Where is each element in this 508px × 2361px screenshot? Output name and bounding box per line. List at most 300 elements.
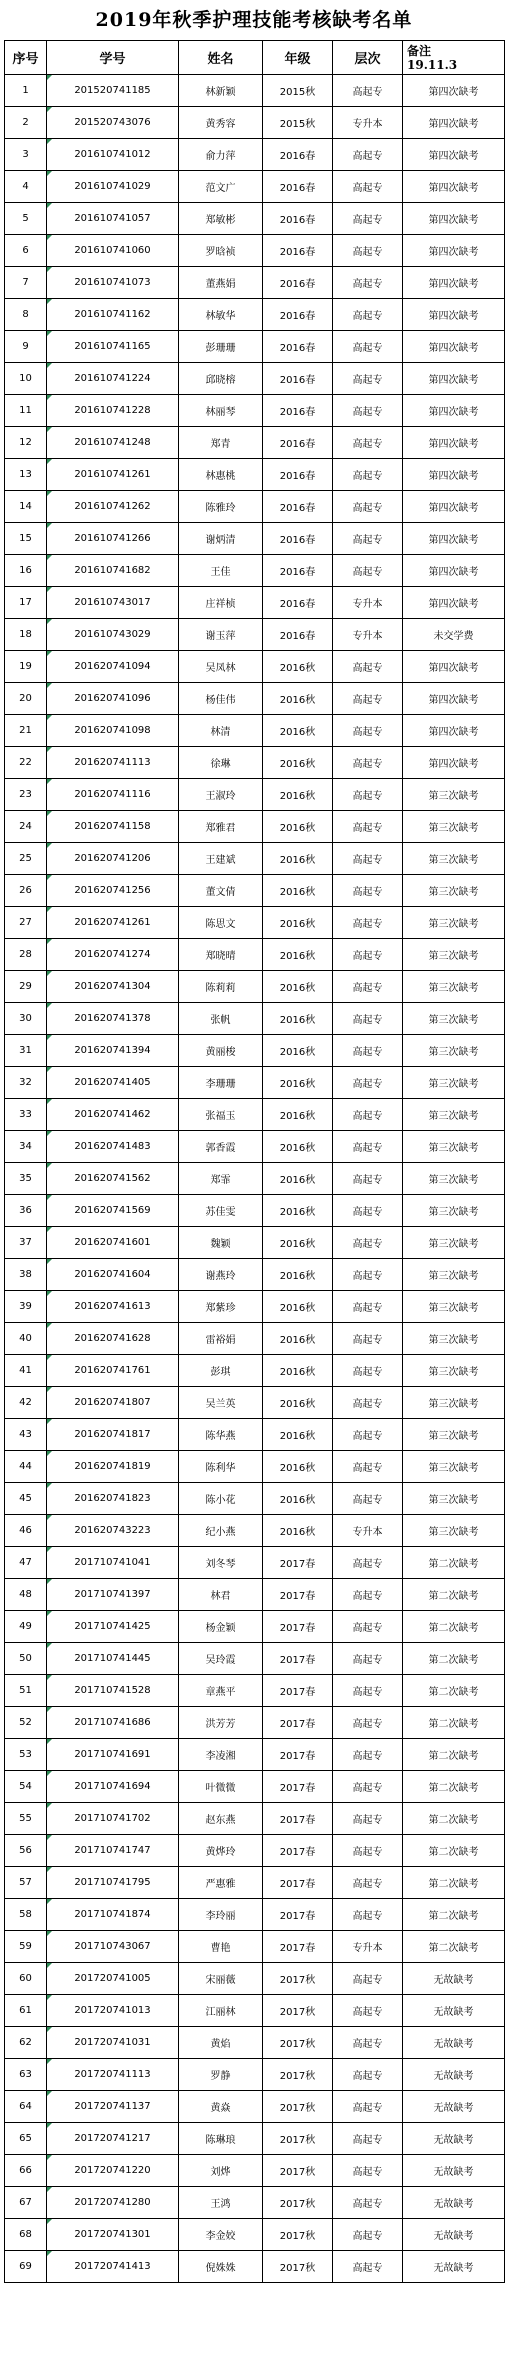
table-row: [5, 1515, 505, 1547]
row-number: 56: [5, 1835, 47, 1867]
table-row: [5, 75, 505, 107]
student-id: 201610741012: [47, 139, 179, 171]
row-number: 36: [5, 1195, 47, 1227]
header-note-date: 19.11.3: [407, 57, 458, 72]
row-number: 51: [5, 1675, 47, 1707]
student-id: 201710741747: [47, 1835, 179, 1867]
level: 专升本: [333, 587, 403, 619]
table-row: [5, 1355, 505, 1387]
remark: 第四次缺考: [403, 715, 505, 747]
grade: 2016秋: [263, 1003, 333, 1035]
remark: 无故缺考: [403, 2123, 505, 2155]
row-number: 4: [5, 171, 47, 203]
table-row: [5, 2219, 505, 2251]
remark: 未交学费: [403, 619, 505, 651]
student-name: 李玲丽: [179, 1899, 263, 1931]
grade: 2016秋: [263, 1483, 333, 1515]
table-row: [5, 1035, 505, 1067]
student-name: 倪姝姝: [179, 2251, 263, 2283]
grade: 2015秋: [263, 75, 333, 107]
level: 高起专: [333, 971, 403, 1003]
level: 高起专: [333, 779, 403, 811]
student-name: 吴凤林: [179, 651, 263, 683]
level: 高起专: [333, 2187, 403, 2219]
row-number: 65: [5, 2123, 47, 2155]
level: 高起专: [333, 2219, 403, 2251]
remark: 无故缺考: [403, 2251, 505, 2283]
student-name: 黄烨玲: [179, 1835, 263, 1867]
table-row: [5, 2187, 505, 2219]
row-number: 16: [5, 555, 47, 587]
remark: 第三次缺考: [403, 843, 505, 875]
grade: 2016秋: [263, 1035, 333, 1067]
student-name: 章燕平: [179, 1675, 263, 1707]
grade: 2017秋: [263, 2059, 333, 2091]
row-number: 23: [5, 779, 47, 811]
remark: 无故缺考: [403, 1995, 505, 2027]
grade: 2016秋: [263, 1419, 333, 1451]
student-name: 陈华燕: [179, 1419, 263, 1451]
row-number: 39: [5, 1291, 47, 1323]
level: 高起专: [333, 427, 403, 459]
student-id: 201620741094: [47, 651, 179, 683]
remark: 第三次缺考: [403, 1227, 505, 1259]
student-name: 王佳: [179, 555, 263, 587]
row-number: 66: [5, 2155, 47, 2187]
row-number: 54: [5, 1771, 47, 1803]
remark: 第四次缺考: [403, 203, 505, 235]
student-name: 俞力萍: [179, 139, 263, 171]
student-name: 林敏华: [179, 299, 263, 331]
row-number: 46: [5, 1515, 47, 1547]
remark: 第四次缺考: [403, 555, 505, 587]
student-id: 201610743029: [47, 619, 179, 651]
level: 高起专: [333, 1131, 403, 1163]
level: 高起专: [333, 1867, 403, 1899]
student-id: 201620741304: [47, 971, 179, 1003]
student-name: 苏佳雯: [179, 1195, 263, 1227]
remark: 第三次缺考: [403, 1067, 505, 1099]
level: 高起专: [333, 1227, 403, 1259]
table-row: [5, 107, 505, 139]
student-name: 徐琳: [179, 747, 263, 779]
student-id: 201610743017: [47, 587, 179, 619]
table-row: [5, 1867, 505, 1899]
row-number: 43: [5, 1419, 47, 1451]
table-row: [5, 331, 505, 363]
remark: 第四次缺考: [403, 587, 505, 619]
level: 高起专: [333, 203, 403, 235]
table-row: [5, 2059, 505, 2091]
grade: 2016秋: [263, 1387, 333, 1419]
row-number: 64: [5, 2091, 47, 2123]
row-number: 2: [5, 107, 47, 139]
student-name: 江丽林: [179, 1995, 263, 2027]
table-row: [5, 2123, 505, 2155]
student-id: 201620741562: [47, 1163, 179, 1195]
row-number: 55: [5, 1803, 47, 1835]
row-number: 10: [5, 363, 47, 395]
table-row: [5, 2027, 505, 2059]
row-number: 59: [5, 1931, 47, 1963]
row-number: 47: [5, 1547, 47, 1579]
remark: 第四次缺考: [403, 331, 505, 363]
level: 高起专: [333, 907, 403, 939]
student-name: 谢燕玲: [179, 1259, 263, 1291]
grade: 2016春: [263, 587, 333, 619]
student-name: 林惠桃: [179, 459, 263, 491]
remark: 第四次缺考: [403, 299, 505, 331]
level: 高起专: [333, 363, 403, 395]
table-row: [5, 1963, 505, 1995]
table-row: [5, 459, 505, 491]
level: 高起专: [333, 843, 403, 875]
level: 高起专: [333, 1803, 403, 1835]
level: 高起专: [333, 715, 403, 747]
grade: 2017春: [263, 1899, 333, 1931]
absence-table: [4, 40, 505, 2283]
student-name: 林清: [179, 715, 263, 747]
student-name: 杨金颖: [179, 1611, 263, 1643]
student-name: 李金姣: [179, 2219, 263, 2251]
table-row: [5, 683, 505, 715]
remark: 第二次缺考: [403, 1931, 505, 1963]
level: 高起专: [333, 1003, 403, 1035]
table-row: [5, 875, 505, 907]
student-id: 201710741397: [47, 1579, 179, 1611]
row-number: 38: [5, 1259, 47, 1291]
grade: 2016春: [263, 427, 333, 459]
student-name: 李珊珊: [179, 1067, 263, 1099]
student-name: 王鸿: [179, 2187, 263, 2219]
student-name: 吴兰英: [179, 1387, 263, 1419]
student-name: 庄祥桢: [179, 587, 263, 619]
grade: 2017秋: [263, 2123, 333, 2155]
remark: 无故缺考: [403, 2155, 505, 2187]
level: 高起专: [333, 1579, 403, 1611]
row-number: 30: [5, 1003, 47, 1035]
level: 高起专: [333, 875, 403, 907]
remark: 第三次缺考: [403, 1195, 505, 1227]
table-row: [5, 395, 505, 427]
row-number: 18: [5, 619, 47, 651]
remark: 第二次缺考: [403, 1867, 505, 1899]
table-row: [5, 1835, 505, 1867]
remark: 无故缺考: [403, 2027, 505, 2059]
level: 高起专: [333, 395, 403, 427]
row-number: 13: [5, 459, 47, 491]
remark: 无故缺考: [403, 2187, 505, 2219]
remark: 无故缺考: [403, 1963, 505, 1995]
header-name: 姓名: [179, 41, 263, 75]
grade: 2016秋: [263, 875, 333, 907]
level: 高起专: [333, 1547, 403, 1579]
student-name: 张帆: [179, 1003, 263, 1035]
student-name: 郑晓晴: [179, 939, 263, 971]
grade: 2016春: [263, 619, 333, 651]
table-row: [5, 235, 505, 267]
grade: 2017秋: [263, 1963, 333, 1995]
student-name: 林新颖: [179, 75, 263, 107]
student-id: 201710743067: [47, 1931, 179, 1963]
level: 高起专: [333, 1099, 403, 1131]
row-number: 3: [5, 139, 47, 171]
student-id: 201610741162: [47, 299, 179, 331]
student-name: 罗静: [179, 2059, 263, 2091]
remark: 第二次缺考: [403, 1611, 505, 1643]
table-row: [5, 1227, 505, 1259]
student-name: 吴玲霞: [179, 1643, 263, 1675]
student-id: 201620741113: [47, 747, 179, 779]
student-name: 彭琪: [179, 1355, 263, 1387]
grade: 2017秋: [263, 1995, 333, 2027]
student-name: 魏颖: [179, 1227, 263, 1259]
remark: 第三次缺考: [403, 1003, 505, 1035]
remark: 第四次缺考: [403, 651, 505, 683]
table-row: [5, 715, 505, 747]
grade: 2017春: [263, 1835, 333, 1867]
row-number: 31: [5, 1035, 47, 1067]
remark: 第二次缺考: [403, 1707, 505, 1739]
remark: 第三次缺考: [403, 907, 505, 939]
student-id: 201620743223: [47, 1515, 179, 1547]
remark: 第二次缺考: [403, 1835, 505, 1867]
table-row: [5, 523, 505, 555]
student-id: 201620741761: [47, 1355, 179, 1387]
grade: 2017春: [263, 1579, 333, 1611]
table-body: [5, 75, 505, 2283]
table-row: [5, 299, 505, 331]
table-row: [5, 1675, 505, 1707]
student-name: 谢炳清: [179, 523, 263, 555]
table-row: [5, 651, 505, 683]
level: 高起专: [333, 2091, 403, 2123]
grade: 2016秋: [263, 1099, 333, 1131]
grade: 2016春: [263, 459, 333, 491]
level: 高起专: [333, 1291, 403, 1323]
level: 高起专: [333, 1355, 403, 1387]
remark: 第四次缺考: [403, 267, 505, 299]
remark: 无故缺考: [403, 2059, 505, 2091]
student-id: 201710741041: [47, 1547, 179, 1579]
level: 高起专: [333, 1451, 403, 1483]
level: 高起专: [333, 171, 403, 203]
row-number: 67: [5, 2187, 47, 2219]
remark: 第四次缺考: [403, 459, 505, 491]
remark: 第二次缺考: [403, 1643, 505, 1675]
row-number: 21: [5, 715, 47, 747]
grade: 2016秋: [263, 1259, 333, 1291]
grade: 2016春: [263, 139, 333, 171]
remark: 第三次缺考: [403, 1419, 505, 1451]
level: 高起专: [333, 747, 403, 779]
level: 高起专: [333, 1067, 403, 1099]
level: 高起专: [333, 1259, 403, 1291]
remark: 第三次缺考: [403, 1163, 505, 1195]
level: 高起专: [333, 1419, 403, 1451]
student-id: 201610741029: [47, 171, 179, 203]
remark: 第三次缺考: [403, 1099, 505, 1131]
student-id: 201710741795: [47, 1867, 179, 1899]
row-number: 48: [5, 1579, 47, 1611]
level: 高起专: [333, 555, 403, 587]
remark: 第三次缺考: [403, 811, 505, 843]
student-id: 201620741604: [47, 1259, 179, 1291]
student-id: 201610741165: [47, 331, 179, 363]
student-name: 陈莉莉: [179, 971, 263, 1003]
grade: 2016秋: [263, 843, 333, 875]
student-id: 201610741266: [47, 523, 179, 555]
grade: 2016秋: [263, 779, 333, 811]
remark: 第二次缺考: [403, 1675, 505, 1707]
grade: 2016秋: [263, 1227, 333, 1259]
student-id: 201620741098: [47, 715, 179, 747]
row-number: 40: [5, 1323, 47, 1355]
grade: 2016秋: [263, 651, 333, 683]
remark: 第二次缺考: [403, 1899, 505, 1931]
remark: 第四次缺考: [403, 747, 505, 779]
row-number: 42: [5, 1387, 47, 1419]
student-id: 201620741116: [47, 779, 179, 811]
student-id: 201620741256: [47, 875, 179, 907]
student-id: 201720741137: [47, 2091, 179, 2123]
grade: 2017春: [263, 1867, 333, 1899]
remark: 第三次缺考: [403, 1323, 505, 1355]
grade: 2016秋: [263, 1163, 333, 1195]
table-row: [5, 171, 505, 203]
student-id: 201720741031: [47, 2027, 179, 2059]
grade: 2016春: [263, 491, 333, 523]
level: 高起专: [333, 267, 403, 299]
student-name: 曹艳: [179, 1931, 263, 1963]
student-id: 201620741405: [47, 1067, 179, 1099]
table-row: [5, 267, 505, 299]
student-id: 201610741248: [47, 427, 179, 459]
student-id: 201620741158: [47, 811, 179, 843]
row-number: 24: [5, 811, 47, 843]
student-name: 林丽琴: [179, 395, 263, 427]
level: 高起专: [333, 2251, 403, 2283]
student-name: 严惠雅: [179, 1867, 263, 1899]
remark: 第三次缺考: [403, 1451, 505, 1483]
table-row: [5, 619, 505, 651]
level: 高起专: [333, 75, 403, 107]
grade: 2016秋: [263, 1323, 333, 1355]
grade: 2016秋: [263, 1291, 333, 1323]
row-number: 8: [5, 299, 47, 331]
student-id: 201520741185: [47, 75, 179, 107]
student-name: 纪小燕: [179, 1515, 263, 1547]
grade: 2017春: [263, 1803, 333, 1835]
header-note: [403, 41, 505, 75]
grade: 2016春: [263, 395, 333, 427]
remark: 第四次缺考: [403, 683, 505, 715]
level: 高起专: [333, 1643, 403, 1675]
row-number: 53: [5, 1739, 47, 1771]
row-number: 15: [5, 523, 47, 555]
row-number: 62: [5, 2027, 47, 2059]
grade: 2016秋: [263, 1451, 333, 1483]
student-id: 201610741262: [47, 491, 179, 523]
student-name: 郑敏彬: [179, 203, 263, 235]
student-name: 邱晓榕: [179, 363, 263, 395]
row-number: 68: [5, 2219, 47, 2251]
student-id: 201610741682: [47, 555, 179, 587]
student-name: 郑紫珍: [179, 1291, 263, 1323]
student-id: 201610741073: [47, 267, 179, 299]
level: 高起专: [333, 1963, 403, 1995]
table-row: [5, 1707, 505, 1739]
table-row: [5, 1451, 505, 1483]
student-name: 范文广: [179, 171, 263, 203]
row-number: 52: [5, 1707, 47, 1739]
student-id: 201620741462: [47, 1099, 179, 1131]
student-id: 201620741823: [47, 1483, 179, 1515]
header-grade: 年级: [263, 41, 333, 75]
grade: 2016秋: [263, 1195, 333, 1227]
grade: 2016春: [263, 555, 333, 587]
table-row: [5, 1771, 505, 1803]
grade: 2016春: [263, 523, 333, 555]
table-row: [5, 1067, 505, 1099]
grade: 2016秋: [263, 907, 333, 939]
remark: 第二次缺考: [403, 1771, 505, 1803]
grade: 2016春: [263, 299, 333, 331]
remark: 第三次缺考: [403, 779, 505, 811]
table-row: [5, 811, 505, 843]
level: 高起专: [333, 299, 403, 331]
row-number: 9: [5, 331, 47, 363]
row-number: 1: [5, 75, 47, 107]
remark: 第三次缺考: [403, 1355, 505, 1387]
student-id: 201620741819: [47, 1451, 179, 1483]
level: 高起专: [333, 235, 403, 267]
level: 高起专: [333, 1387, 403, 1419]
student-id: 201620741378: [47, 1003, 179, 1035]
level: 高起专: [333, 1675, 403, 1707]
row-number: 34: [5, 1131, 47, 1163]
row-number: 25: [5, 843, 47, 875]
remark: 第四次缺考: [403, 395, 505, 427]
table-row: [5, 1131, 505, 1163]
student-id: 201620741274: [47, 939, 179, 971]
student-id: 201710741425: [47, 1611, 179, 1643]
table-row: [5, 1099, 505, 1131]
level: 高起专: [333, 2155, 403, 2187]
student-name: 张福玉: [179, 1099, 263, 1131]
student-id: 201710741874: [47, 1899, 179, 1931]
student-name: 陈利华: [179, 1451, 263, 1483]
row-number: 41: [5, 1355, 47, 1387]
student-id: 201720741280: [47, 2187, 179, 2219]
level: 高起专: [333, 651, 403, 683]
row-number: 27: [5, 907, 47, 939]
remark: 第四次缺考: [403, 523, 505, 555]
student-name: 董燕娟: [179, 267, 263, 299]
table-row: [5, 1995, 505, 2027]
student-id: 201620741628: [47, 1323, 179, 1355]
row-number: 37: [5, 1227, 47, 1259]
remark: 第三次缺考: [403, 1515, 505, 1547]
student-name: 郭香霞: [179, 1131, 263, 1163]
remark: 第二次缺考: [403, 1739, 505, 1771]
table-header-row: [5, 41, 505, 75]
grade: 2016秋: [263, 1067, 333, 1099]
level: 高起专: [333, 1323, 403, 1355]
student-id: 201610741228: [47, 395, 179, 427]
student-id: 201720741217: [47, 2123, 179, 2155]
table-row: [5, 2251, 505, 2283]
